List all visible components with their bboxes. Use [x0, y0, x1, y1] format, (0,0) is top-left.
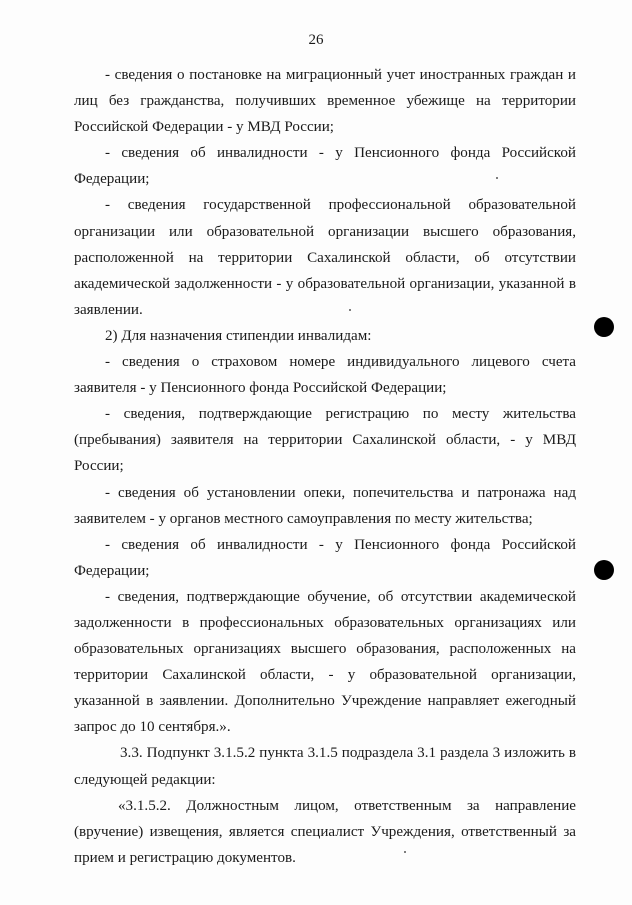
paragraph-migration-registration: - сведения о постановке на миграционный учет иностранных граждан и лиц без гражданства, получивших временное убежище на территории Российской Федерации - у МВД России;	[74, 67, 576, 136]
scan-speck	[404, 851, 406, 853]
paragraph-disability-info-1: - сведения об инвалидности - у Пенсионного фонда Российской Федерации;	[74, 145, 576, 188]
paragraph-registration-residence: - сведения, подтверждающие регистрацию по месту жительства (пребывания) заявителя на территории Сахалинской области, - у МВД России;	[74, 406, 576, 475]
scan-speck	[349, 309, 351, 311]
punch-hole-top	[594, 317, 614, 337]
paragraph-insurance-number: - сведения о страховом номере индивидуального лицевого счета заявителя - у Пенсионного фонда Российской Федерации;	[74, 354, 576, 397]
paragraph-guardianship: - сведения об установлении опеки, попечительства и патронажа над заявителем - у органов местного самоуправления по месту жительства;	[74, 484, 576, 527]
punch-hole-bottom	[594, 560, 614, 580]
scan-speck	[496, 177, 498, 179]
paragraph-academic-debt-info: - сведения государственной профессиональной образовательной организации или образовательной организации высшего образования, расположенной на территории Сахалинской области, об отсутствии академической задолженности - у образовательной организации, указанной в заявлении.	[74, 197, 576, 318]
paragraph-subclause-3-1-5-2: «3.1.5.2. Должностным лицом, ответственным за направление (вручение) извещения, является специалист Учреждения, ответственный за прием и регистрацию документов.	[74, 797, 576, 866]
paragraph-disabled-stipend-heading: 2) Для назначения стипендии инвалидам:	[105, 327, 372, 344]
paragraph-disability-info-2: - сведения об инвалидности - у Пенсионного фонда Российской Федерации;	[74, 536, 576, 579]
paragraph-section-3-3: 3.3. Подпункт 3.1.5.2 пункта 3.1.5 подраздела 3.1 раздела 3 изложить в следующей редакции:	[74, 745, 576, 788]
paragraph-study-confirmation: - сведения, подтверждающие обучение, об отсутствии академической задолженности в профессиональных образовательных организациях или образовательных организациях высшего образования, расположенных на территории Сахалинской области, - у образовательной организации, указанной в заявлении. Дополнительно Учреждение направляет ежегодный запрос до 10 сентября.».	[74, 588, 576, 736]
document-body	[74, 62, 576, 871]
page-number: 26	[308, 32, 324, 48]
